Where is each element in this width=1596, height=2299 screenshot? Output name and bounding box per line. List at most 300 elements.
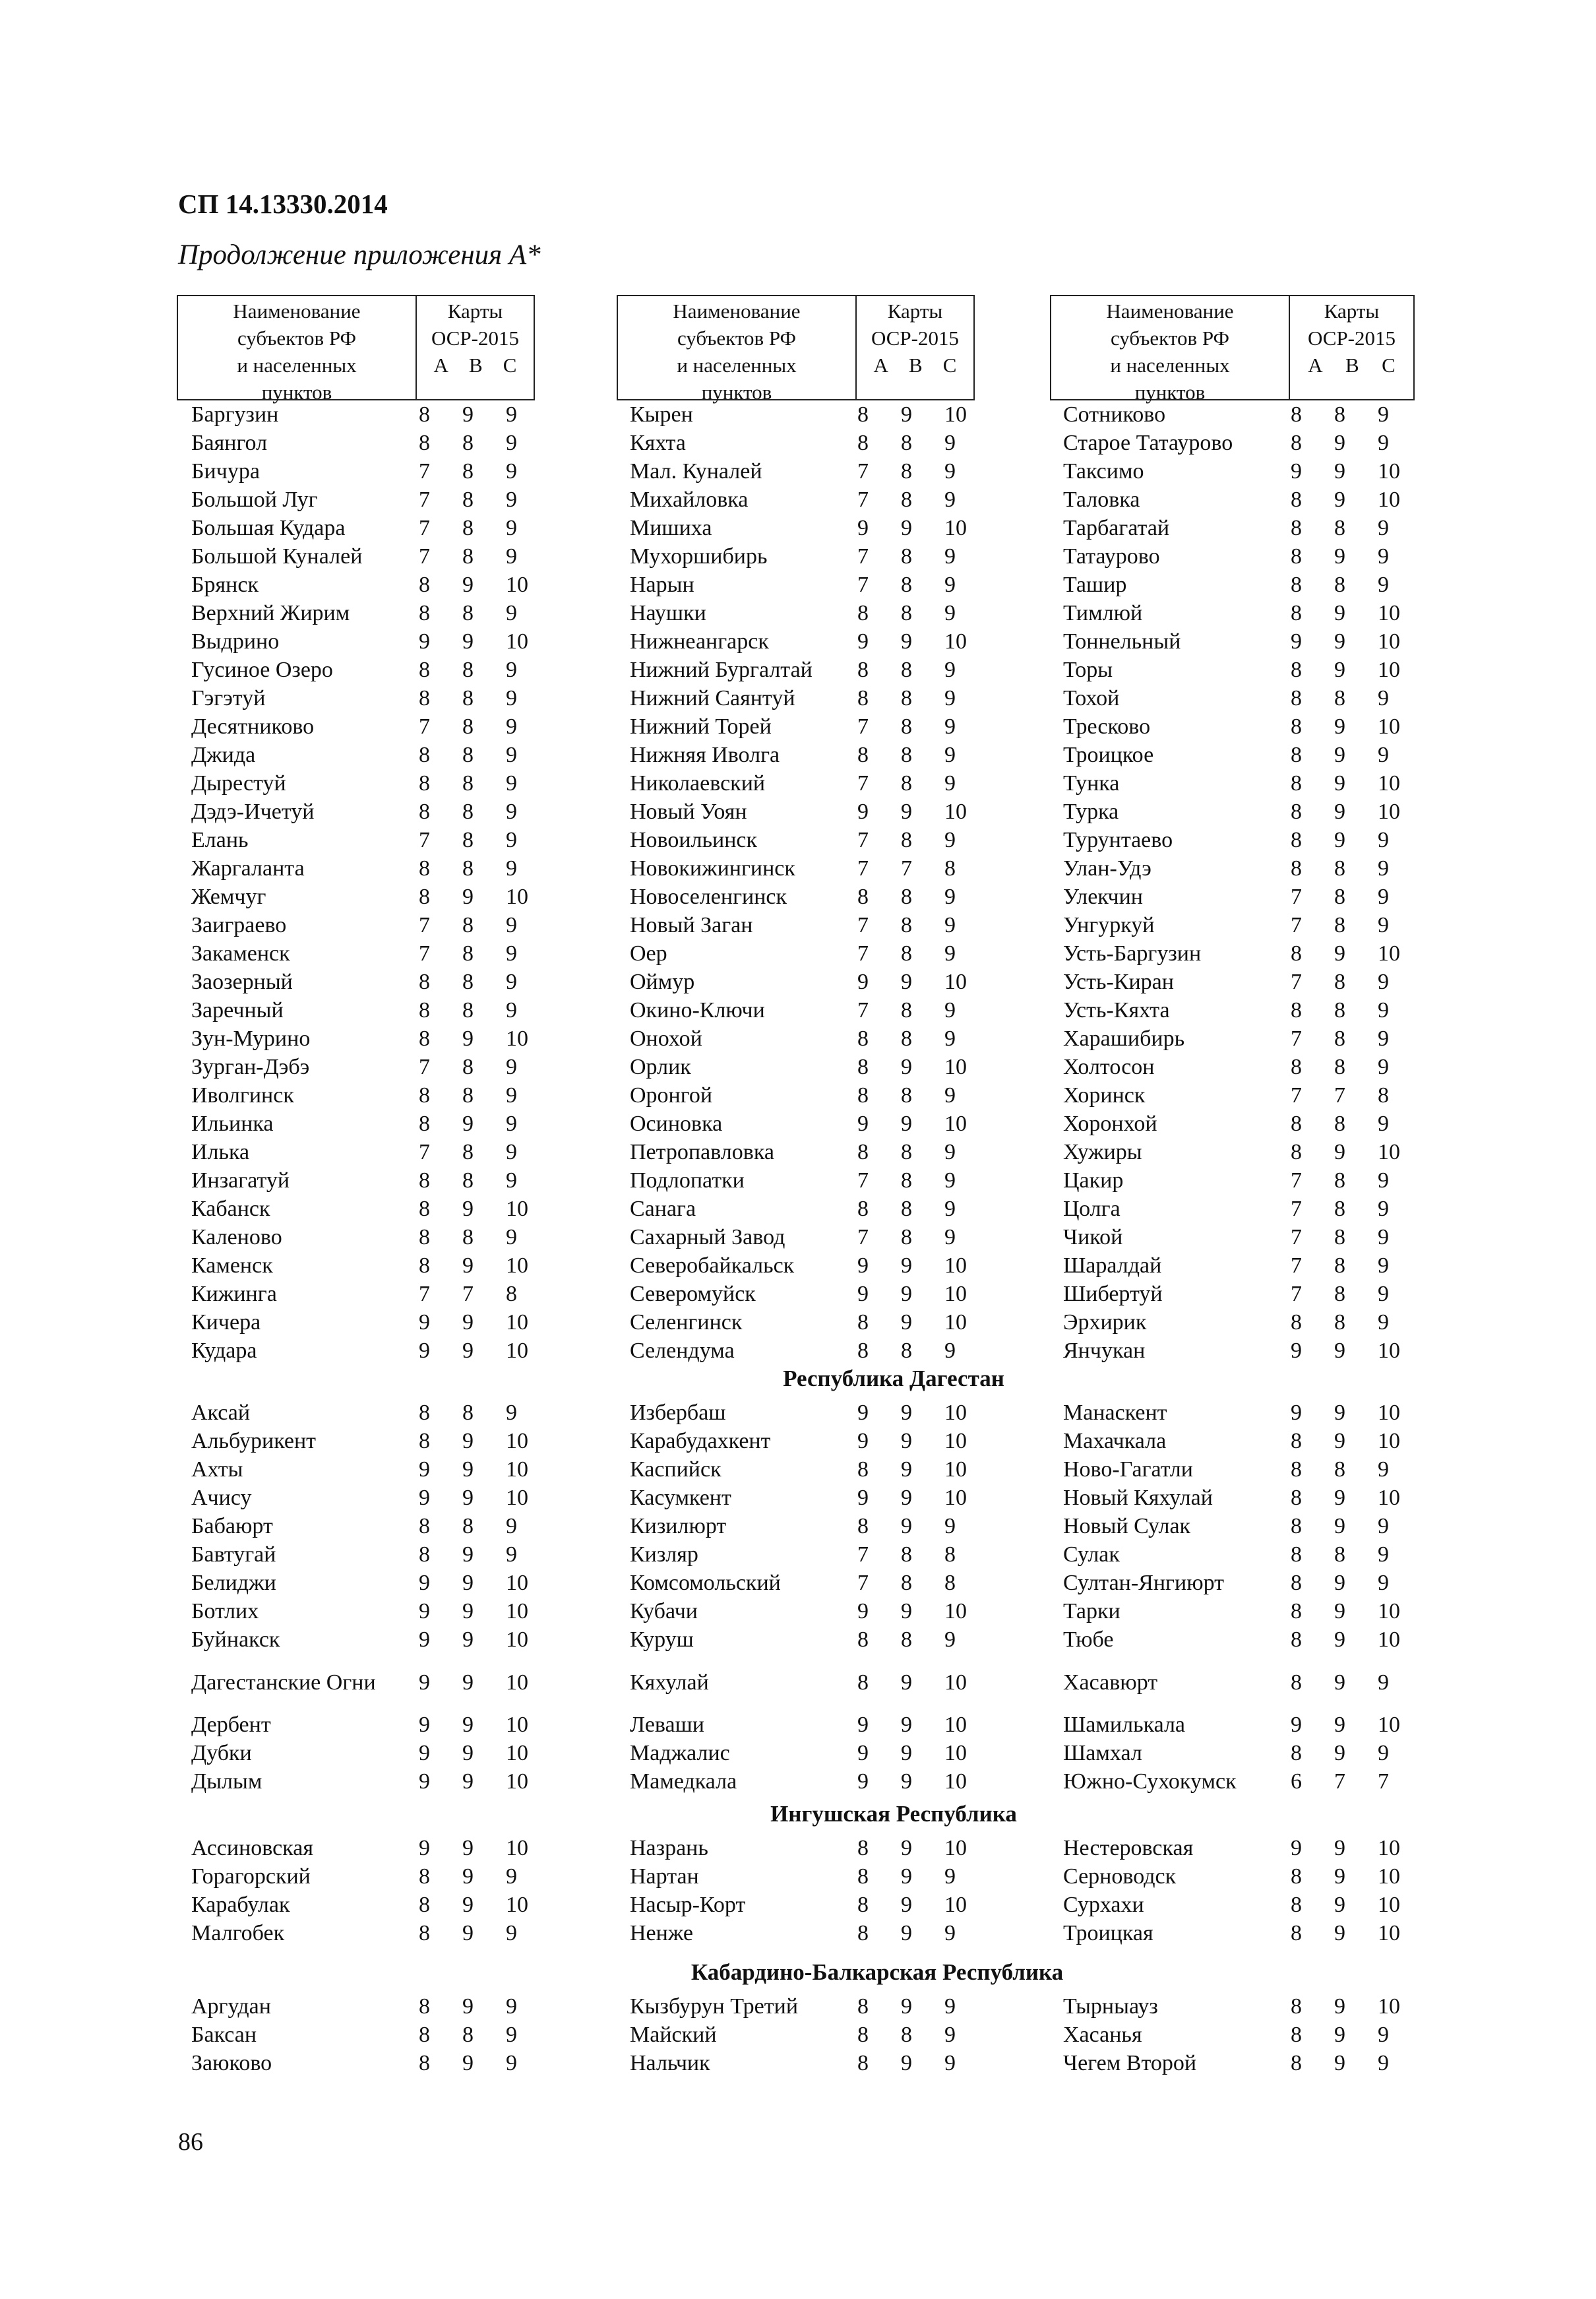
header-maps-maps-line2: ОСР-2015 [431, 327, 519, 350]
value-c: 10 [506, 573, 528, 597]
value-b: 9 [1334, 2051, 1345, 2075]
place-name: Майский [630, 2023, 717, 2047]
table-row [630, 1654, 984, 1711]
place-name: Новоселенгинск [630, 885, 787, 909]
table-row [1063, 769, 1417, 798]
value-c: 9 [944, 1168, 956, 1193]
header-map-b: В [909, 354, 923, 377]
value-b: 9 [1334, 629, 1345, 654]
value-a: 8 [419, 2051, 430, 2075]
place-name: Кудара [191, 1338, 257, 1363]
table-row [191, 911, 545, 939]
block2-col1 [191, 1399, 545, 1796]
table-row [191, 1484, 545, 1512]
place-name: Татаурово [1063, 544, 1160, 569]
table-row [1063, 1625, 1417, 1654]
value-c: 10 [944, 800, 967, 824]
table-row [630, 486, 984, 514]
value-c: 10 [1378, 1338, 1400, 1363]
table-row [1063, 599, 1417, 627]
value-b: 9 [462, 629, 474, 654]
value-c: 9 [506, 488, 517, 512]
value-c: 9 [1378, 402, 1389, 427]
value-b: 8 [901, 714, 912, 739]
value-c: 9 [1378, 1253, 1389, 1278]
place-name: Избербаш [630, 1401, 726, 1425]
place-name: Сулак [1063, 1542, 1120, 1567]
table-row [191, 1739, 545, 1767]
table-row [191, 1195, 545, 1223]
value-a: 8 [857, 2023, 869, 2047]
header-name-line: Наименование [233, 299, 361, 323]
value-b: 9 [1334, 1338, 1345, 1363]
table-row [630, 1711, 984, 1739]
table-row [630, 1455, 984, 1484]
header-maps-cell [857, 296, 973, 399]
value-c: 10 [506, 1741, 528, 1765]
value-b: 8 [462, 601, 474, 625]
header-maps-cell [417, 296, 534, 399]
place-name: Кичера [191, 1310, 261, 1335]
place-name: Онохой [630, 1026, 702, 1051]
value-c: 9 [944, 1140, 956, 1164]
value-b: 9 [901, 629, 912, 654]
value-a: 8 [419, 1401, 430, 1425]
table-row [191, 1597, 545, 1625]
value-a: 8 [857, 1921, 869, 1945]
table-row [191, 798, 545, 826]
value-b: 9 [901, 1994, 912, 2019]
value-c: 10 [1378, 1893, 1400, 1917]
value-a: 8 [1291, 544, 1302, 569]
block3-col1 [191, 1834, 545, 1947]
value-c: 9 [944, 488, 956, 512]
value-c: 9 [506, 402, 517, 427]
table-row [1063, 1711, 1417, 1739]
table-row [1063, 571, 1417, 599]
value-c: 10 [506, 1769, 528, 1794]
value-b: 9 [462, 1310, 474, 1335]
value-c: 9 [506, 544, 517, 569]
table-row [1063, 1455, 1417, 1484]
place-name: Насыр-Корт [630, 1893, 746, 1917]
table-row [1063, 1399, 1417, 1427]
value-b: 8 [462, 856, 474, 881]
value-b: 9 [901, 1112, 912, 1136]
value-a: 8 [857, 1310, 869, 1335]
block2-col2 [630, 1399, 984, 1796]
value-c: 10 [506, 1893, 528, 1917]
table-row [191, 1110, 545, 1138]
value-b: 8 [1334, 913, 1345, 937]
value-c: 9 [1378, 1310, 1389, 1335]
value-b: 9 [462, 2051, 474, 2075]
header-name-cell [178, 296, 417, 404]
table-row [630, 400, 984, 429]
place-name: Манаскент [1063, 1401, 1167, 1425]
value-b: 9 [901, 1514, 912, 1538]
value-b: 9 [462, 1627, 474, 1652]
value-b: 8 [1334, 1310, 1345, 1335]
place-name: Таксимо [1063, 459, 1144, 484]
table-row [191, 1891, 545, 1919]
place-name: Новый Уоян [630, 800, 747, 824]
place-name: Николаевский [630, 771, 766, 796]
value-a: 8 [857, 1338, 869, 1363]
table-row [1063, 911, 1417, 939]
value-a: 8 [1291, 1994, 1302, 2019]
appendix-subtitle: Продолжение приложения А* [178, 239, 541, 270]
place-name: Мал. Куналей [630, 459, 762, 484]
value-a: 7 [857, 1168, 869, 1193]
value-a: 8 [857, 885, 869, 909]
value-b: 9 [901, 1457, 912, 1482]
place-name: Хужиры [1063, 1140, 1142, 1164]
value-b: 9 [901, 2051, 912, 2075]
value-c: 10 [1378, 629, 1400, 654]
header-name-line: пунктов [701, 381, 772, 404]
value-c: 9 [506, 2051, 517, 2075]
value-c: 10 [944, 1599, 967, 1623]
table-row [630, 1280, 984, 1308]
table-row [1063, 486, 1417, 514]
place-name: Малгобек [191, 1921, 285, 1945]
value-a: 9 [857, 1282, 869, 1306]
value-b: 8 [462, 544, 474, 569]
table-header-1 [177, 295, 535, 404]
place-name: Нижний Бургалтай [630, 658, 813, 682]
place-name: Наушки [630, 601, 706, 625]
value-b: 9 [1334, 1571, 1345, 1595]
table-row [191, 1081, 545, 1110]
value-a: 7 [857, 771, 869, 796]
value-c: 10 [506, 1627, 528, 1652]
value-b: 9 [901, 1836, 912, 1860]
table-row [191, 486, 545, 514]
value-b: 9 [462, 1713, 474, 1737]
place-name: Инзагатуй [191, 1168, 290, 1193]
value-b: 8 [1334, 686, 1345, 710]
value-b: 8 [901, 1571, 912, 1595]
region-heading-ingush: Ингушская Республика [770, 1801, 1017, 1827]
value-a: 9 [419, 1713, 430, 1737]
place-name: Хоронхой [1063, 1112, 1157, 1136]
value-c: 9 [506, 1401, 517, 1425]
value-a: 9 [419, 1457, 430, 1482]
table-row [630, 1862, 984, 1891]
document-code: СП 14.13330.2014 [178, 189, 388, 219]
value-b: 9 [1334, 1670, 1345, 1695]
place-name: Усть-Баргузин [1063, 941, 1202, 966]
value-b: 9 [1334, 544, 1345, 569]
table-row [630, 1597, 984, 1625]
place-name: Каспийск [630, 1457, 721, 1482]
place-name: Холтосон [1063, 1055, 1155, 1079]
value-c: 9 [1378, 1282, 1389, 1306]
value-c: 9 [1378, 573, 1389, 597]
value-b: 9 [1334, 743, 1345, 767]
place-name: Ассиновская [191, 1836, 313, 1860]
table-row [630, 656, 984, 684]
value-c: 10 [506, 1310, 528, 1335]
table-row [630, 769, 984, 798]
value-a: 9 [857, 970, 869, 994]
place-name: Хасавюрт [1063, 1670, 1158, 1695]
place-name: Селенгинск [630, 1310, 743, 1335]
value-a: 8 [1291, 1670, 1302, 1695]
value-c: 9 [506, 459, 517, 484]
value-b: 8 [462, 1140, 474, 1164]
table-row [630, 854, 984, 883]
table-row [630, 429, 984, 457]
value-b: 8 [901, 1026, 912, 1051]
place-name: Шамхал [1063, 1741, 1142, 1765]
value-a: 8 [1291, 2051, 1302, 2075]
place-name: Торы [1063, 658, 1113, 682]
value-b: 8 [462, 1168, 474, 1193]
header-map-c: С [942, 354, 957, 377]
table-row [630, 1569, 984, 1597]
value-a: 8 [857, 1893, 869, 1917]
table-row [1063, 457, 1417, 486]
header-maps-maps-line2: ОСР-2015 [871, 327, 959, 350]
value-b: 9 [1334, 1741, 1345, 1765]
value-a: 8 [1291, 516, 1302, 540]
header-name-line: и населенных [677, 354, 797, 377]
place-name: Султан-Янгиюрт [1063, 1571, 1225, 1595]
value-c: 10 [1378, 1921, 1400, 1945]
value-a: 9 [419, 1670, 430, 1695]
table-row [191, 1138, 545, 1166]
header-name-line: пунктов [1134, 381, 1206, 404]
value-b: 8 [462, 828, 474, 852]
value-a: 8 [1291, 941, 1302, 966]
value-b: 9 [462, 1457, 474, 1482]
value-a: 8 [1291, 431, 1302, 455]
value-b: 8 [901, 431, 912, 455]
place-name: Баксан [191, 2023, 257, 2047]
value-c: 9 [506, 743, 517, 767]
value-a: 8 [419, 1429, 430, 1453]
place-name: Куруш [630, 1627, 694, 1652]
value-b: 9 [1334, 601, 1345, 625]
value-a: 7 [857, 459, 869, 484]
value-a: 9 [857, 1112, 869, 1136]
value-a: 9 [419, 1769, 430, 1794]
value-a: 8 [419, 1026, 430, 1051]
value-b: 9 [901, 1401, 912, 1425]
value-b: 8 [462, 2023, 474, 2047]
value-a: 8 [419, 1253, 430, 1278]
table-row [630, 2021, 984, 2049]
place-name: Нартан [630, 1864, 699, 1889]
table-row [191, 1280, 545, 1308]
value-a: 8 [1291, 1893, 1302, 1917]
value-a: 7 [1291, 970, 1302, 994]
value-a: 7 [419, 1055, 430, 1079]
value-b: 8 [462, 998, 474, 1023]
place-name: Карабудахкент [630, 1429, 771, 1453]
place-name: Маджалис [630, 1741, 730, 1765]
value-b: 9 [1334, 1864, 1345, 1889]
value-c: 9 [944, 1864, 956, 1889]
table-row [630, 1834, 984, 1862]
value-c: 10 [1378, 941, 1400, 966]
block3-col2 [630, 1834, 984, 1947]
place-name: Осиновка [630, 1112, 723, 1136]
place-name: Ачису [191, 1486, 252, 1510]
place-name: Заречный [191, 998, 284, 1023]
place-name: Тарбагатай [1063, 516, 1170, 540]
table-row [630, 1053, 984, 1081]
table-row [630, 1166, 984, 1195]
value-c: 9 [944, 2051, 956, 2075]
value-b: 9 [901, 516, 912, 540]
value-a: 7 [857, 573, 869, 597]
table-row [191, 1399, 545, 1427]
table-row [630, 1024, 984, 1053]
table-row [630, 1427, 984, 1455]
value-b: 9 [901, 402, 912, 427]
value-a: 9 [857, 1401, 869, 1425]
place-name: Троицкая [1063, 1921, 1153, 1945]
block4-col3 [1063, 1992, 1417, 2077]
value-c: 10 [506, 1571, 528, 1595]
value-c: 10 [1378, 1429, 1400, 1453]
value-c: 9 [506, 998, 517, 1023]
header-maps-maps-line2: ОСР-2015 [1307, 327, 1396, 350]
value-b: 8 [901, 1225, 912, 1249]
place-name: Чикой [1063, 1225, 1123, 1249]
value-a: 8 [1291, 856, 1302, 881]
value-b: 9 [1334, 1599, 1345, 1623]
table-row [1063, 1280, 1417, 1308]
value-a: 8 [1291, 1112, 1302, 1136]
value-a: 9 [419, 1310, 430, 1335]
value-a: 8 [857, 1026, 869, 1051]
table-header-2 [617, 295, 975, 404]
value-a: 8 [419, 686, 430, 710]
value-c: 10 [1378, 1599, 1400, 1623]
value-a: 8 [419, 1197, 430, 1221]
table-row [630, 1891, 984, 1919]
value-c: 9 [1378, 1514, 1389, 1538]
place-name: Баргузин [191, 402, 279, 427]
value-a: 9 [419, 629, 430, 654]
value-b: 8 [1334, 1112, 1345, 1136]
value-a: 8 [857, 431, 869, 455]
place-name: Шамилькала [1063, 1713, 1186, 1737]
place-name: Улан-Удэ [1063, 856, 1151, 881]
value-b: 9 [901, 1769, 912, 1794]
value-a: 9 [1291, 1338, 1302, 1363]
value-b: 8 [901, 885, 912, 909]
value-b: 8 [901, 544, 912, 569]
table-row [1063, 1081, 1417, 1110]
value-c: 10 [1378, 800, 1400, 824]
table-row [630, 684, 984, 712]
table-row [191, 1455, 545, 1484]
table-row [1063, 1597, 1417, 1625]
value-b: 7 [901, 856, 912, 881]
table-row [191, 826, 545, 854]
value-c: 8 [1378, 1083, 1389, 1108]
value-a: 8 [419, 1225, 430, 1249]
place-name: Белиджи [191, 1571, 276, 1595]
table-row [191, 1862, 545, 1891]
value-a: 8 [419, 658, 430, 682]
value-c: 9 [944, 913, 956, 937]
value-b: 9 [1334, 941, 1345, 966]
value-a: 8 [419, 970, 430, 994]
value-b: 8 [1334, 1253, 1345, 1278]
table-row [191, 400, 545, 429]
value-c: 10 [1378, 771, 1400, 796]
value-b: 9 [462, 1486, 474, 1510]
header-name-cell [1051, 296, 1290, 404]
table-row [191, 854, 545, 883]
value-c: 9 [944, 1026, 956, 1051]
value-c: 10 [944, 1112, 967, 1136]
value-b: 8 [462, 686, 474, 710]
value-b: 8 [901, 913, 912, 937]
place-name: Оймур [630, 970, 695, 994]
value-b: 8 [901, 941, 912, 966]
value-b: 9 [901, 1429, 912, 1453]
value-a: 8 [1291, 1140, 1302, 1164]
table-row [630, 1138, 984, 1166]
place-name: Сурхахи [1063, 1893, 1144, 1917]
value-c: 10 [944, 1741, 967, 1765]
value-b: 9 [901, 1741, 912, 1765]
value-a: 9 [857, 1769, 869, 1794]
value-c: 10 [944, 516, 967, 540]
value-c: 9 [506, 1083, 517, 1108]
header-name-cell [618, 296, 857, 404]
value-b: 9 [901, 1310, 912, 1335]
value-b: 8 [1334, 856, 1345, 881]
value-a: 8 [419, 1542, 430, 1567]
value-b: 8 [901, 488, 912, 512]
place-name: Кижинга [191, 1282, 277, 1306]
value-c: 9 [944, 1514, 956, 1538]
table-row [191, 1834, 545, 1862]
table-row [1063, 2021, 1417, 2049]
place-name: Мамедкала [630, 1769, 737, 1794]
value-b: 8 [1334, 573, 1345, 597]
table-row [1063, 1654, 1417, 1711]
value-a: 8 [857, 1197, 869, 1221]
value-c: 9 [506, 1994, 517, 2019]
value-c: 9 [944, 885, 956, 909]
value-a: 8 [1291, 1542, 1302, 1567]
value-c: 10 [1378, 658, 1400, 682]
header-map-c: С [503, 354, 517, 377]
table-row [630, 1739, 984, 1767]
place-name: Хасанья [1063, 2023, 1142, 2047]
value-a: 8 [857, 1627, 869, 1652]
value-c: 10 [1378, 1486, 1400, 1510]
place-name: Большая Кудара [191, 516, 346, 540]
header-maps-maps-line1: Карты [887, 299, 943, 323]
value-c: 9 [944, 1921, 956, 1945]
place-name: Нарын [630, 573, 694, 597]
value-c: 10 [506, 1599, 528, 1623]
value-c: 10 [944, 1457, 967, 1482]
table-row [1063, 1024, 1417, 1053]
value-b: 9 [462, 573, 474, 597]
value-c: 10 [944, 1670, 967, 1695]
